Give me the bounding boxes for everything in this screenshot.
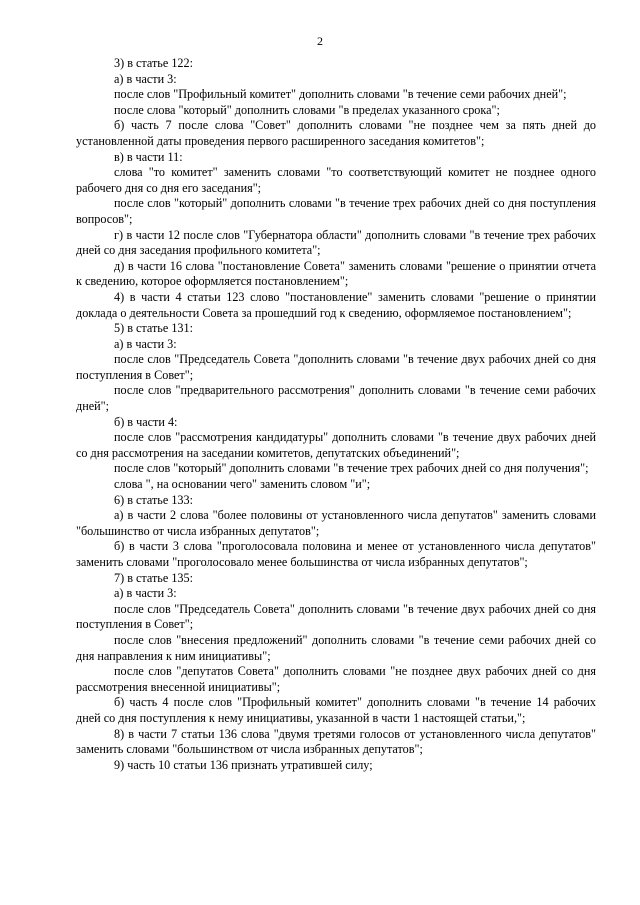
paragraph: после слов "рассмотрения кандидатуры" дополнить словами "в течение двух рабочих дней со дня рассмотрения на заседании комитетов, депутатских объединений"; [76, 430, 596, 460]
paragraph: после слов "депутатов Совета" дополнить словами "не позднее двух рабочих дней со дня рассмотрения внесенной инициативы"; [76, 664, 596, 694]
paragraph: б) в части 3 слова "проголосовала половина и менее от установленного числа депутатов" заменить словами "проголосовало менее большинства от числа избранных депутатов"; [76, 539, 596, 569]
paragraph: 8) в части 7 статьи 136 слова "двумя третями голосов от установленного числа депутатов" заменить словами "большинством от числа избранных депутатов"; [76, 726, 596, 757]
paragraph: а) в части 2 слова "более половины от установленного числа депутатов" заменить словами "большинство от числа избранных депутатов"; [76, 508, 596, 538]
paragraph: 5) в статье 131: [114, 321, 193, 336]
paragraph: д) в части 16 слова "постановление Совета" заменить словами "решение о принятии отчета к сведению, которое оформляется постановлением"; [76, 258, 596, 289]
paragraph: после слов "который" дополнить словами "в течение трех рабочих дней со дня получения"; [114, 461, 589, 476]
paragraph: а) в части 3: [114, 336, 177, 351]
paragraph: слова ", на основании чего" заменить словом "и"; [114, 477, 371, 492]
paragraph: б) часть 4 после слов "Профильный комитет" дополнить словами "в течение 14 рабочих дней со дня поступления к нему инициативы, указанной в части 1 настоящей статьи,"; [76, 695, 596, 725]
paragraph: 4) в части 4 статьи 123 слово "постановление" заменить словами "решение о принятии доклада о деятельности Совета за прошедший год к сведению, оформляемое постановлением"; [76, 289, 596, 320]
paragraph: б) часть 7 после слова "Совет" дополнить словами "не позднее чем за пять дней до установленной даты проведения первого расширенного заседания комитетов"; [76, 118, 596, 148]
paragraph: 3) в статье 122: [114, 56, 193, 70]
document-body [76, 56, 596, 773]
paragraph: после слов "Профильный комитет" дополнить словами "в течение семи рабочих дней"; [114, 87, 567, 102]
paragraph: а) в части 3: [114, 586, 177, 601]
paragraph: после слов "внесения предложений" дополнить словами "в течение семи рабочих дней со дня направления к ним инициативы"; [76, 632, 596, 663]
paragraph: в) в части 11: [114, 149, 183, 164]
paragraph: 7) в статье 135: [114, 570, 193, 585]
paragraph: г) в части 12 после слов "Губернатора области" дополнить словами "в течение трех рабочих дней со дня заседания профильного комитета"; [76, 227, 596, 258]
paragraph: 9) часть 10 статьи 136 признать утратившей силу; [114, 757, 373, 772]
paragraph: 6) в статье 133: [114, 492, 193, 507]
paragraph: после слова "который" дополнить словами "в пределах указанного срока"; [114, 102, 500, 117]
paragraph: слова "то комитет" заменить словами "то соответствующий комитет не позднее одного рабочего дня со дня его заседания"; [76, 165, 596, 195]
paragraph: после слов "Председатель Совета "дополнить словами "в течение двух рабочих дней со дня поступления в Совет"; [76, 352, 596, 382]
paragraph: после слов "предварительного рассмотрения" дополнить словами "в течение семи рабочих дней"; [76, 383, 596, 414]
page-number: 2 [317, 34, 323, 48]
paragraph: после слов "Председатель Совета" дополнить словами "в течение двух рабочих дней со дня поступления в Совет"; [76, 601, 596, 632]
paragraph: б) в части 4: [114, 414, 178, 429]
paragraph: после слов "который" дополнить словами "в течение трех рабочих дней со дня поступления вопросов"; [76, 196, 596, 226]
paragraph: а) в части 3: [114, 71, 177, 86]
